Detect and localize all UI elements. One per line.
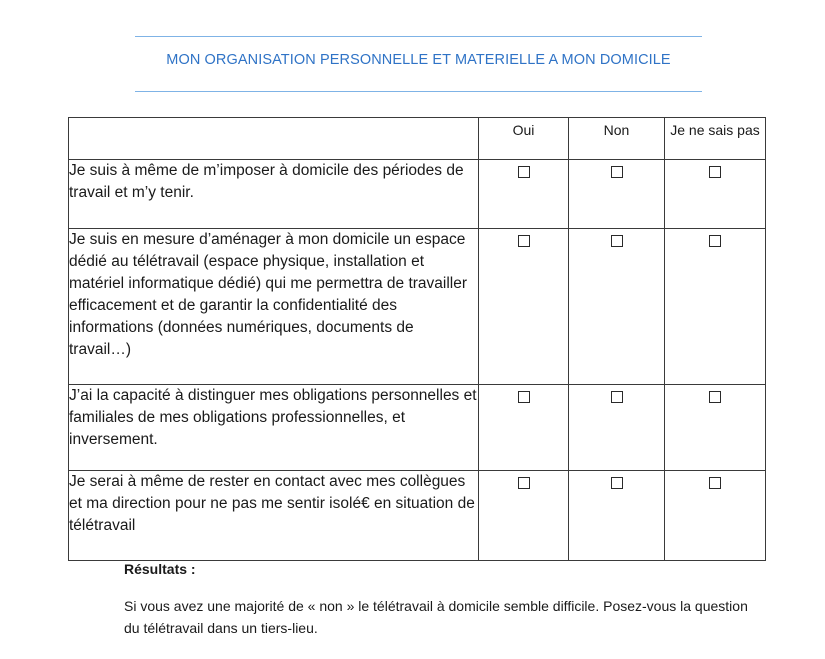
question-text: Je suis en mesure d’aménager à mon domicile un espace dédié au télétravail (espace physique, installation et matériel informatique dédié) qui me permettra de travailler efficacement et de garantir la confidentialité des informations (données numériques, documents de travail…) — [69, 229, 479, 385]
ne-sais-pas-cell — [665, 471, 766, 561]
title-top-rule — [135, 36, 702, 37]
oui-cell — [479, 385, 569, 471]
header-non: Non — [569, 118, 665, 160]
non-cell — [569, 471, 665, 561]
results-label: Résultats : — [124, 561, 196, 577]
title-bottom-rule — [135, 91, 702, 92]
header-blank-cell — [69, 118, 479, 160]
table-row — [69, 471, 766, 561]
oui-cell — [479, 471, 569, 561]
header-oui: Oui — [479, 118, 569, 160]
oui-cell — [479, 160, 569, 229]
oui-cell — [479, 229, 569, 385]
non-cell — [569, 160, 665, 229]
ne-sais-pas-checkbox[interactable] — [709, 166, 721, 178]
table-row — [69, 385, 766, 471]
header-je-ne-sais-pas: Je ne sais pas — [665, 118, 766, 160]
question-text: J’ai la capacité à distinguer mes obligations personnelles et familiales de mes obligations professionnelles, et inversement. — [69, 385, 479, 471]
question-text: Je serai à même de rester en contact avec mes collègues et ma direction pour ne pas me sentir isolé€ en situation de télétravail — [69, 471, 479, 561]
questionnaire-table — [68, 117, 766, 561]
non-checkbox[interactable] — [611, 235, 623, 247]
page-title: MON ORGANISATION PERSONNELLE ET MATERIELLE A MON DOMICILE — [166, 52, 671, 68]
non-cell — [569, 229, 665, 385]
non-checkbox[interactable] — [611, 477, 623, 489]
oui-checkbox[interactable] — [518, 391, 530, 403]
oui-checkbox[interactable] — [518, 477, 530, 489]
oui-checkbox[interactable] — [518, 166, 530, 178]
question-text: Je suis à même de m’imposer à domicile des périodes de travail et m’y tenir. — [69, 160, 479, 229]
ne-sais-pas-cell — [665, 229, 766, 385]
ne-sais-pas-cell — [665, 160, 766, 229]
results-text: Si vous avez une majorité de « non » le télétravail à domicile semble difficile. Posez-vous la question du télétravail dans un tiers-lieu. — [124, 598, 748, 636]
ne-sais-pas-checkbox[interactable] — [709, 391, 721, 403]
non-checkbox[interactable] — [611, 391, 623, 403]
table-row — [69, 229, 766, 385]
ne-sais-pas-checkbox[interactable] — [709, 477, 721, 489]
ne-sais-pas-checkbox[interactable] — [709, 235, 721, 247]
header-row — [69, 118, 766, 160]
ne-sais-pas-cell — [665, 385, 766, 471]
oui-checkbox[interactable] — [518, 235, 530, 247]
non-checkbox[interactable] — [611, 166, 623, 178]
non-cell — [569, 385, 665, 471]
table-row — [69, 160, 766, 229]
